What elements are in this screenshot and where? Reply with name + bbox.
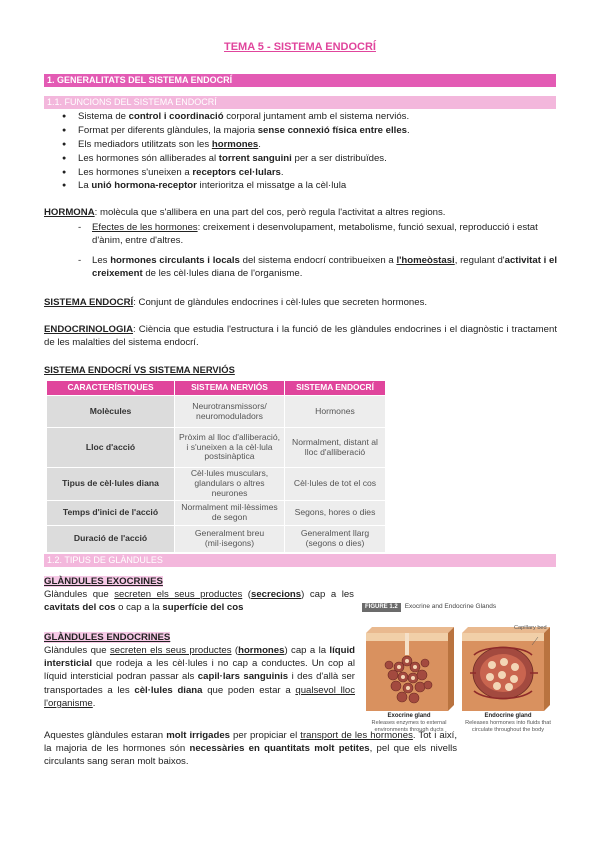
column-header: SISTEMA ENDOCRÍ: [285, 381, 386, 396]
endocrine-gland-drawing: [462, 627, 550, 711]
table-row: [47, 525, 386, 552]
table-cell: Lloc d'acció: [47, 428, 175, 468]
endocrines-heading: GLÀNDULES ENDOCRINES: [44, 632, 171, 643]
list-item: ● La unió hormona-receptor interioritza el missatge a la cèl·lula: [62, 179, 562, 193]
final-paragraph: Aquestes glàndules estaran molt irrigades per propiciar el transport de les hormones. Tot i així, la majoria de les hormones són necessàries en quantitats molt petites, pel que els nivells circulants sang seran molt baixos.: [44, 730, 458, 768]
table-cell: Cèl·lules musculars, glandulars o altres neurones: [175, 468, 285, 501]
comparison-table: [46, 380, 386, 553]
table-cell: Cèl·lules de tot el cos: [285, 468, 386, 501]
figure-title: Exocrine and Endocrine Glands: [404, 603, 497, 610]
table-row: [47, 468, 386, 501]
table-cell: Pròxim al lloc d'alliberació, i s'uneixen a la cèl·lula postsinàptica: [175, 428, 285, 468]
table-cell: Tipus de cèl·lules diana: [47, 468, 175, 501]
table-header-row: [47, 381, 386, 396]
column-header: CARACTERÍSTIQUES: [47, 381, 175, 396]
list-item: ● Les hormones són alliberades al torrent sanguini per a ser distribuïdes.: [62, 152, 562, 166]
list-item: ● Les hormones s'uneixen a receptors cel·lulars.: [62, 166, 562, 180]
table-cell: Normalment, distant al lloc d'alliberació: [285, 428, 386, 468]
glands-figure: [362, 603, 558, 739]
table-cell: Duració de l'acció: [47, 525, 175, 552]
capillary-label: Capillary bed: [514, 625, 547, 631]
list-item: ● Els mediadors utilitzats son les hormones.: [62, 138, 562, 152]
table-row: [47, 500, 386, 525]
endocrines-text: Glàndules que secreten els seus productes (hormones) cap a la líquid intersticial que rodeja a les cèl·lules i no cap a conductes. Un cop al líquid intersticial podran passar als capil·lars sanguinis i des d'allà ser transportades a les cèl·lules diana que poden estar a qualsevol lloc l'organisme.: [44, 645, 355, 709]
table-cell: Hormones: [285, 396, 386, 428]
figure-tag: FIGURE 1.2: [362, 603, 401, 611]
section-bar-generalitats: 1. GENERALITATS DEL SISTEMA ENDOCRÍ: [44, 74, 556, 87]
hormona-effects: - Efectes de les hormones: creixement i desenvolupament, metabolisme, funció sexual, reproducció i estat d'ànim, entre d'altres.: [78, 222, 538, 247]
section-bar-tipus: 1.2. TIPUS DE GLÀNDULES: [44, 554, 556, 567]
exocrine-caption: Exocrine gland Releases enzymes to external environments through ducts: [371, 713, 447, 733]
exocrines-text: Glàndules que secreten els seus productes (secrecions) cap a les cavitats del cos o cap a la superfície del cos: [44, 589, 354, 614]
page-title: TEMA 5 - SISTEMA ENDOCRÍ: [224, 41, 376, 53]
table-row: [47, 428, 386, 468]
section-bar-funcions: 1.1. FUNCIONS DEL SISTEMA ENDOCRÍ: [44, 96, 556, 109]
figure-header: [362, 603, 558, 612]
table-cell: Segons, hores o dies: [285, 500, 386, 525]
table-cell: Neurotransmissors/ neuromoduladors: [175, 396, 285, 428]
hormona-homeostasis: - Les hormones circulants i locals del sistema endocrí contribueixen a l'homeòstasi, regulant d'activitat i el creixement de les cèl·lules diana de l'organisme.: [78, 255, 557, 280]
functions-list: [62, 110, 562, 193]
endocrine-caption: Endocrine gland Releases hormones into fluids that circulate throughout the body: [465, 713, 551, 733]
list-item: ● Format per diferents glàndules, la majoria sense connexió física entre elles.: [62, 124, 562, 138]
table-cell: Molècules: [47, 396, 175, 428]
table-cell: Generalment breu (mil·isegons): [175, 525, 285, 552]
column-header: SISTEMA NERVIÓS: [175, 381, 285, 396]
hormona-definition: HORMONA: molècula que s'allibera en una part del cos, però regula l'activitat a altres regions.: [44, 207, 446, 218]
comparison-heading: SISTEMA ENDOCRÍ VS SISTEMA NERVIÓS: [44, 364, 235, 375]
table-cell: Normalment mil·lèssimes de segon: [175, 500, 285, 525]
list-item: ● Sistema de control i coordinació corporal juntament amb el sistema nerviós.: [62, 110, 562, 124]
exocrine-gland-drawing: [366, 627, 454, 711]
sistema-endocri-definition: SISTEMA ENDOCRÍ: Conjunt de glàndules endocrines i cèl·lules que secreten hormones.: [44, 297, 428, 308]
endocrinologia-definition: ENDOCRINOLOGIA: Ciència que estudia l'estructura i la funció de les glàndules endocrines i el diagnòstic i tractament de les malalties del sistema endocrí.: [44, 324, 557, 349]
table-cell: Temps d'inici de l'acció: [47, 500, 175, 525]
exocrines-heading: GLÀNDULES EXOCRINES: [44, 576, 163, 587]
table-row: [47, 396, 386, 428]
table-cell: Generalment llarg (segons o dies): [285, 525, 386, 552]
